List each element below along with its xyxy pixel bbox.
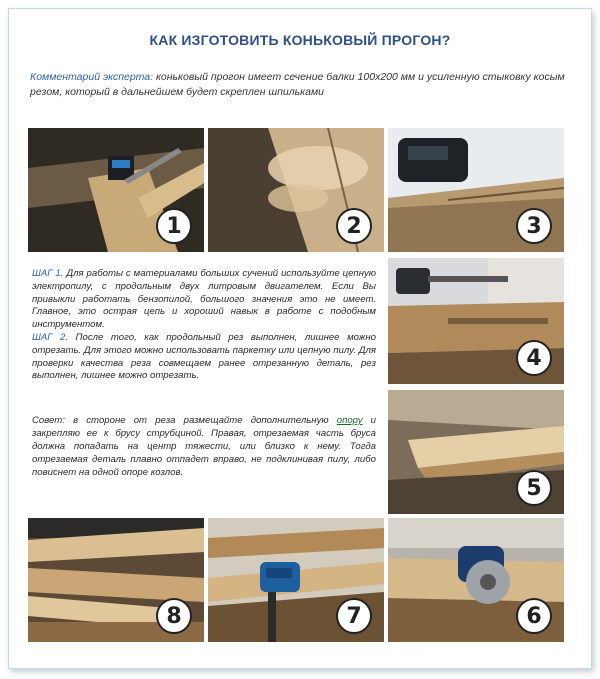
photo-1: [28, 128, 204, 252]
photo-6: [388, 518, 564, 642]
expert-comment-text: коньковый прогон имеет сечение балки 100х200 мм и усиленную стыковку косым резом, который в дальнейшем будет скреплен шпильками: [30, 71, 565, 98]
photo-7: [208, 518, 384, 642]
photo-number-2: 2: [336, 208, 372, 244]
step-2-text: После того, как продольный рез выполнен, лишнее можно отрезать. Для этого можно использовать паркетку или цепную пилу. Для проверки качества реза совмещаем ранее отрезанную деталь, рез выполнен, лишнее можно отрезать.: [32, 331, 376, 382]
advice-after: и закрепляю ее к брусу струбциной. Правая, отрезаемая часть бруса должна попадать на центр тяжести, или близко к нему. Тогда отрезаемая деталь плавно отпадет вправо, не подклинивая пилу, либо повиснет на одной опоре козлов.: [32, 415, 376, 478]
photo-number-7: 7: [336, 598, 372, 634]
photo-5: [388, 390, 564, 514]
photo-number-4: 4: [516, 340, 552, 376]
photo-number-6: 6: [516, 598, 552, 634]
photo-number-1: 1: [156, 208, 192, 244]
expert-comment: [30, 70, 570, 100]
advice-link[interactable]: опору: [336, 415, 363, 426]
step-2-paragraph: [32, 332, 376, 383]
photo-number-8: 8: [156, 598, 192, 634]
step-1-text: Для работы с материалами больших сучений используйте цепную электропилу, с продольным двух литровым двигателем. Если Вы привыкли работать бензопилой, большого значения это не имеет. Главное, это острая цепь и хороший навык в работе с подобным инструментом.: [32, 268, 376, 331]
photo-8: [28, 518, 204, 642]
expert-comment-label: Комментарий эксперта:: [30, 71, 154, 83]
step-2-label: ШАГ 2.: [32, 331, 68, 343]
step-1-paragraph: [32, 268, 376, 332]
page-title: КАК ИЗГОТОВИТЬ КОНЬКОВЫЙ ПРОГОН?: [149, 32, 451, 48]
advice-text: [32, 414, 376, 479]
photo-4: [388, 258, 564, 384]
photo-3: [388, 128, 564, 252]
photo-number-5: 5: [516, 470, 552, 506]
steps-text: [32, 268, 376, 383]
photo-number-3: 3: [516, 208, 552, 244]
advice-before: Совет: в стороне от реза размещайте дополнительную: [32, 415, 337, 426]
step-1-label: ШАГ 1.: [32, 268, 64, 279]
photo-2: [208, 128, 384, 252]
